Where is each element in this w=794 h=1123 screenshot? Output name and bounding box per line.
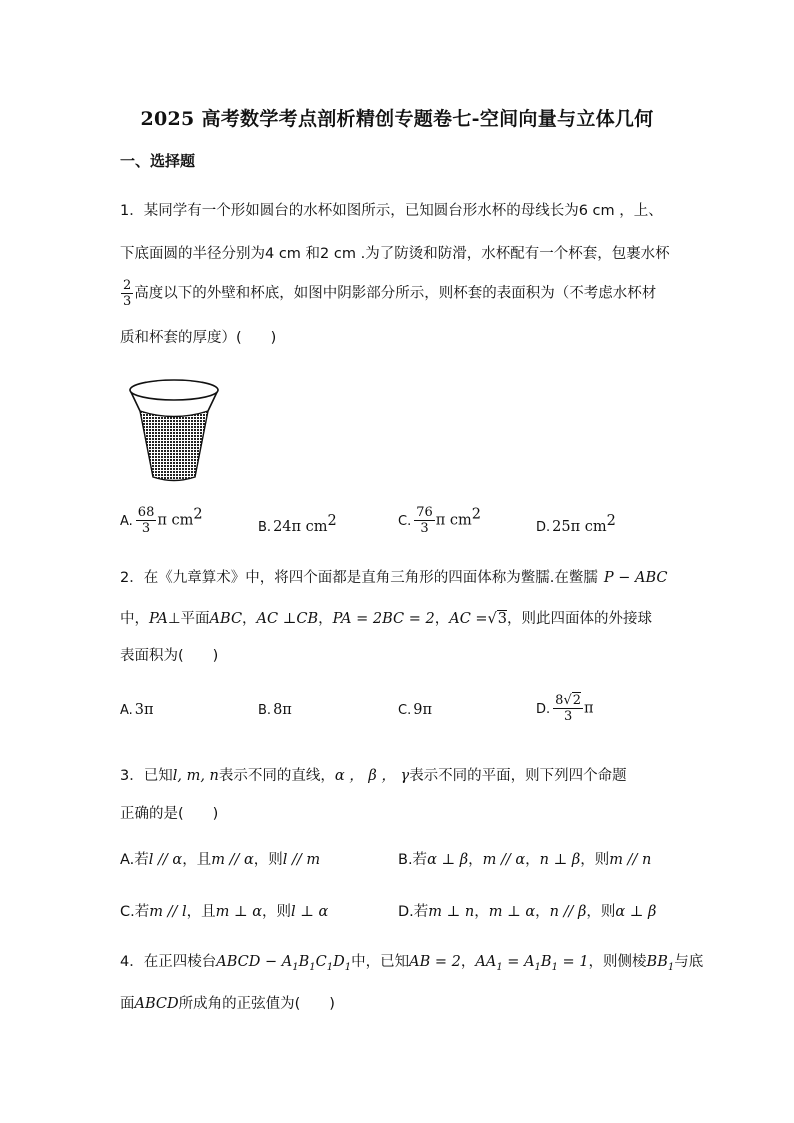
q2-line-3: 表面积为( ): [120, 648, 219, 664]
q1-option-d[interactable]: D. 25π $cm^2$: [536, 513, 616, 535]
q1-line-2: 下底面圆的半径分别为4 cm 和2 cm .为了防烫和防滑，水杯配有一个杯套，包裹水杯: [120, 246, 670, 262]
q2-line-2: 中，PA⊥平面ABC，AC ⊥CB，PA = 2BC = 2，AC =√3，则此四面体的外接球: [120, 611, 653, 627]
q1-fraction: $\frac{2}{3}$: [123, 278, 132, 309]
q1-option-b[interactable]: B. 24π $cm^2$: [258, 513, 337, 535]
q3-option-d[interactable]: D.若m ⊥ n，m ⊥ α，n // β，则α ⊥ β: [398, 904, 657, 920]
q1-line-4: 质和杯套的厚度）( ): [120, 330, 277, 346]
q2-option-b[interactable]: B. 8π: [258, 702, 292, 718]
q4-line-2: 面ABCD所成角的正弦值为( ): [120, 996, 335, 1012]
shaded-sleeve: [140, 411, 208, 481]
q3-option-a[interactable]: A.若l // α，且m // α，则l // m: [120, 852, 321, 868]
q3-option-b[interactable]: B.若α ⊥ β，m // α，n ⊥ β，则m // n: [398, 852, 652, 868]
q2-option-a[interactable]: A. 3π: [120, 702, 154, 718]
q2-option-d[interactable]: D. $\frac{8√2}{3}$ π: [536, 693, 594, 724]
q2-option-c[interactable]: C. 9π: [398, 702, 432, 718]
q4-line-1: 4．在正四棱台ABCD − $A_1B_1C_1D_1$中，已知AB = 2，$AA_1 = A_1B_1 = 1$，则侧棱$BB_1$与底: [120, 954, 704, 973]
q1-line-1: 1．某同学有一个形如圆台的水杯如图所示，已知圆台形水杯的母线长为6 cm ，上、: [120, 203, 663, 219]
q3-option-c[interactable]: C.若m // l，且m ⊥ α，则l ⊥ α: [120, 904, 329, 920]
q1-option-c[interactable]: C. $\frac{76}{3}$ π $cm^2$: [398, 505, 482, 536]
q3-line-2: 正确的是( ): [120, 806, 219, 822]
page-title: 2025 高考数学考点剖析精创专题卷七-空间向量与立体几何: [140, 108, 654, 130]
section-heading: 一、选择题: [120, 152, 196, 170]
q1-line-3: $\frac{2}{3}$ 高度以下的外壁和杯底，如图中阴影部分所示，则杯套的表面积为（不考虑水杯材: [123, 278, 657, 309]
cup-figure: [128, 378, 220, 482]
q3-line-1: 3．已知l, m, n表示不同的直线，α ， β ， γ表示不同的平面，则下列四个命题: [120, 768, 627, 784]
q2-line-1: 2．在《九章算术》中，将四个面都是直角三角形的四面体称为鳖臑.在鳖臑 P − ABC: [120, 570, 668, 586]
cup-rim: [130, 380, 218, 400]
q1-option-a[interactable]: A. $\frac{68}{3}$ π $cm^2$: [120, 505, 203, 536]
